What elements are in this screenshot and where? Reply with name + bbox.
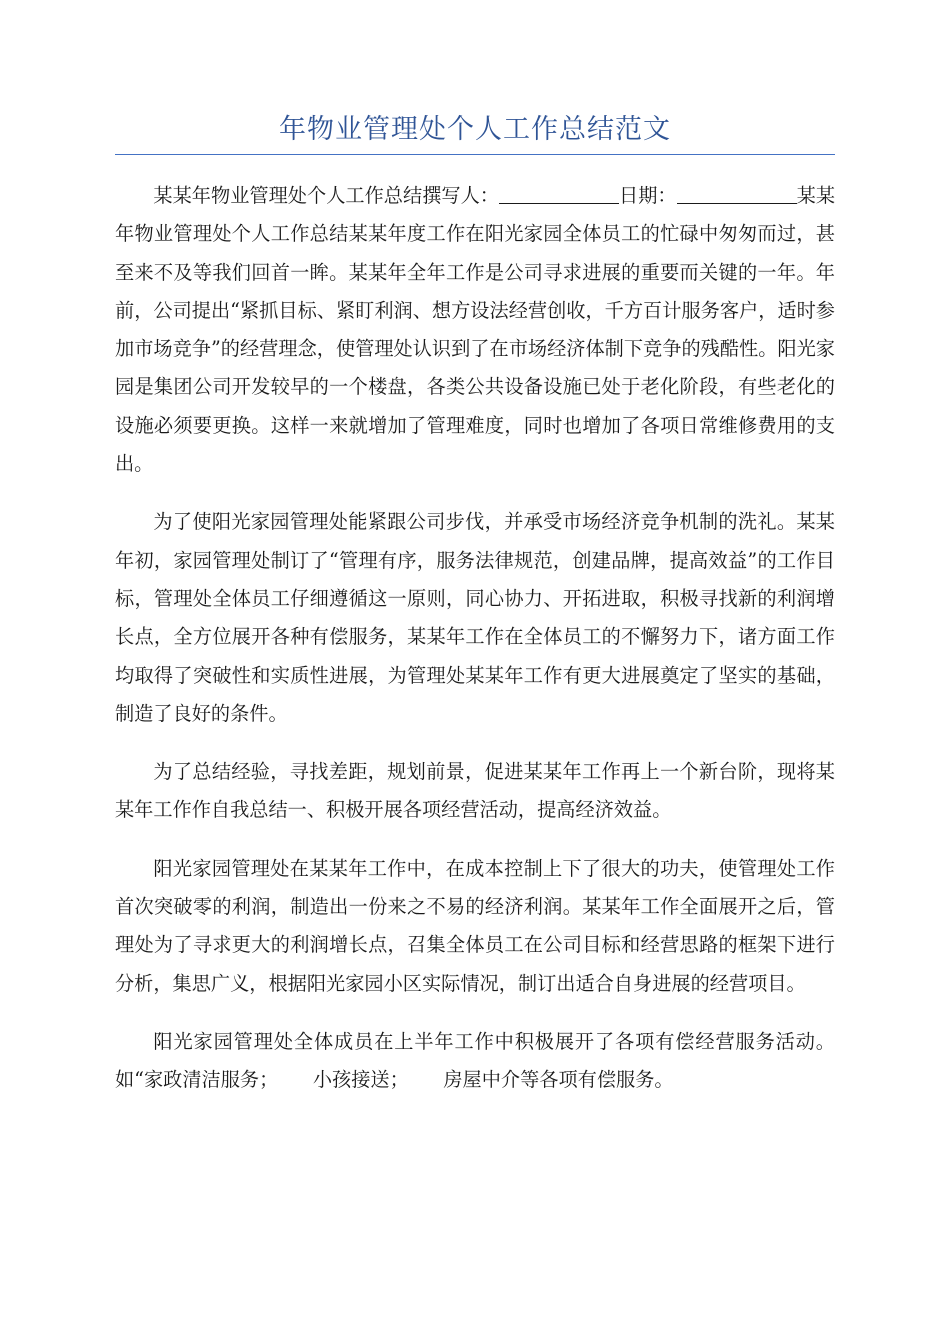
date-label: 日期： (619, 184, 677, 207)
author-blank (499, 184, 619, 204)
paragraph-3: 为了总结经验，寻找差距，规划前景，促进某某年工作再上一个新台阶，现将某某年工作作自我总结一、积极开展各项经营活动，提高经济效益。 (115, 760, 835, 822)
title-underline (115, 154, 835, 155)
date-blank (677, 184, 797, 204)
paragraph-1 (115, 177, 835, 483)
paragraph-2: 为了使阳光家园管理处能紧跟公司步伐，并承受市场经济竞争机制的洗礼。某某年初，家园管理处制订了“管理有序，服务法律规范，创建品牌，提高效益”的工作目标，管理处全体员工仔细遵循这一原则，同心协力、开拓进取，积极寻找新的利润增长点，全方位展开各种有偿服务，某某年工作在全体员工的不懈努力下，诸方面工作均取得了突破性和实质性进展，为管理处某某年工作有更大进展奠定了坚实的基础，制造了良好的条件。 (115, 510, 835, 725)
document-title: 年物业管理处个人工作总结范文 (279, 114, 671, 145)
paragraph-1-text: 某某年物业管理处个人工作总结某某年度工作在阳光家园全体员工的忙碌中匆匆而过，甚至来不及等我们回首一眸。某某年全年工作是公司寻求进展的重要而关键的一年。年前，公司提出“紧抓目标、紧盯利润、想方设法经营创收，千方百计服务客户，适时参加市场竞争”的经营理念，使管理处认识到了在市场经济体制下竞争的残酷性。阳光家园是集团公司开发较早的一个楼盘，各类公共设备设施已处于老化阶段，有些老化的设施必须要更换。这样一来就增加了管理难度，同时也增加了各项日常维修费用的支出。 (115, 184, 836, 476)
paragraph-5-part-3: 房屋中介等各项有偿服务。 (443, 1068, 674, 1092)
document-body (115, 177, 835, 1100)
paragraph-4: 阳光家园管理处在某某年工作中，在成本控制上下了很大的功夫，使管理处工作首次突破零的利润，制造出一份来之不易的经济利润。某某年工作全面展开之后，管理处为了寻求更大的利润增长点，召集全体员工在公司目标和经营思路的框架下进行分析，集思广义，根据阳光家园小区实际情况，制订出适合自身进展的经营项目。 (115, 856, 835, 995)
paragraph-5-part-1: 阳光家园管理处全体成员在上半年工作中积极展开了各项有偿经营服务活动。如“家政清洁服务； (115, 1029, 835, 1092)
paragraph-5-part-2: 小孩接送； (312, 1068, 409, 1092)
author-label: 某某年物业管理处个人工作总结撰写人： (153, 184, 499, 207)
paragraph-5 (115, 1023, 835, 1100)
